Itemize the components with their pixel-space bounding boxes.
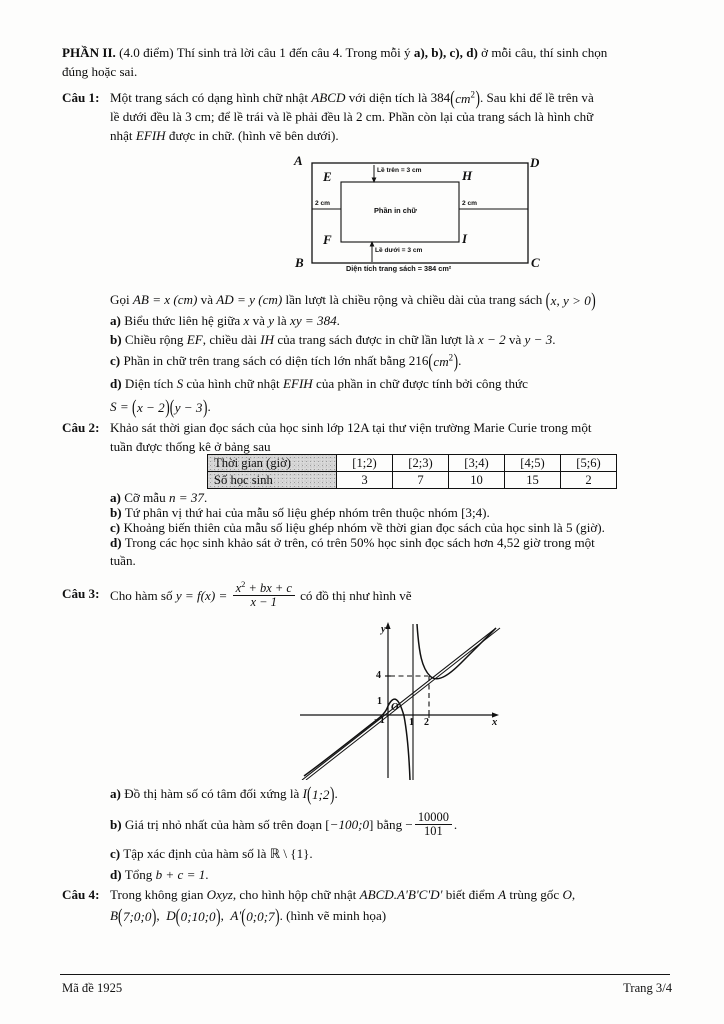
q1-goi-condition: ( x, y > 0 )	[546, 292, 596, 311]
question-2-label: Câu 2:	[62, 420, 100, 435]
vertex-label-D: D	[530, 155, 540, 170]
question-4-line2: B ( 7;0;0 ) , D ( 0;10;0 ) , A' ( 0;0;7 ) . (hình vẽ minh họa)	[110, 907, 676, 926]
q1-b-ef: EF	[186, 332, 203, 347]
q1-a-mid: và	[249, 313, 269, 328]
q4-B: B	[110, 908, 118, 923]
question-3-label: Câu 3:	[62, 586, 100, 601]
q3-item-c-tag: c)	[110, 846, 121, 861]
inner-text-label: Phần in chữ	[374, 206, 417, 215]
vertex-label-H: H	[462, 168, 473, 183]
q2-a-end: .	[203, 490, 208, 505]
table-cell-interval: [4;5)	[505, 455, 561, 472]
x-tick-label-minus-1: −1	[374, 715, 385, 726]
q3-c-text: Tập xác định của hàm số là	[120, 846, 270, 861]
q4-post: biết điểm	[442, 887, 499, 902]
frequency-table	[207, 454, 617, 489]
q1-a-post: là	[274, 313, 291, 328]
question-1-intro	[110, 89, 675, 145]
q1-c-value: 216	[408, 353, 429, 368]
q1-c-end: .	[458, 353, 462, 368]
q3-a-text: Đồ thị hàm số có tâm đối xứng là	[120, 786, 303, 801]
table-cell-interval: [1;2)	[337, 455, 393, 472]
question-4-line1	[110, 886, 676, 905]
q1-a-y: y	[268, 313, 275, 328]
q1-a-x: x	[243, 313, 250, 328]
q2-item-d-tag: d)	[110, 535, 122, 550]
y-tick-label-1: 1	[377, 696, 382, 707]
q4-D-coords: ( 0;10;0 )	[176, 908, 221, 927]
q1-goi-ab: AB = x (cm)	[132, 292, 198, 307]
q4-note: . (hình vẽ minh họa)	[279, 908, 387, 923]
q2-item-d-cont	[110, 552, 676, 571]
bottom-margin-text: Lề dưới = 3 cm	[375, 247, 423, 254]
part-label: PHẦN II.	[62, 45, 116, 60]
q3-item-d-tag: d)	[110, 867, 122, 882]
q3-item-b-tag: b)	[110, 816, 122, 832]
x-tick-label-2: 2	[424, 717, 429, 728]
table-cell-interval: [5;6)	[561, 455, 617, 472]
q3-fraction	[233, 578, 295, 610]
q1-item-d	[110, 375, 676, 394]
figure-function-graph	[296, 608, 506, 780]
q3-b-mid: bằng	[373, 816, 406, 832]
q2-b-text: Tứ phân vị thứ hai của mẫu số liệu ghép nhóm trên thuộc nhóm [3;4).	[121, 505, 490, 520]
q1-item-a-tag: a)	[110, 313, 121, 328]
q1-a-end: .	[336, 313, 340, 328]
q3-a-end: .	[334, 786, 338, 801]
q1-line1-post: . Sau khi để lề trên và	[479, 90, 594, 105]
q4-pre: Trong không gian	[110, 887, 207, 902]
table-row-time	[208, 455, 617, 472]
curve-right-branch	[417, 624, 496, 679]
q2-item-b-tag: b)	[110, 505, 122, 520]
q1-c-unit: ( $cm^2$ )	[428, 353, 458, 372]
figure-caption: Diện tích trang sách = 384 cm²	[346, 264, 452, 273]
q1-efih: EFIH	[135, 127, 166, 143]
q3-fraction-numerator: $x^2$ + bx + c	[235, 578, 292, 595]
right-margin-text: 2 cm	[462, 200, 478, 207]
q1-b-end: .	[552, 332, 556, 347]
table-cell-interval: [2;3)	[393, 455, 449, 472]
row-header-count: Số học sinh	[208, 472, 337, 489]
q3-item-a-tag: a)	[110, 786, 121, 801]
q2-item-a-tag: a)	[110, 490, 121, 505]
q3-d-eq: b + c = 1	[155, 867, 206, 882]
q1-item-d-tag: d)	[110, 376, 122, 391]
table-cell-count: 3	[337, 472, 393, 489]
q3-b-fraction-numerator: 10000	[417, 809, 449, 824]
q1-abcd: ABCD	[311, 90, 346, 105]
q1-goi-line	[110, 291, 676, 310]
q2-a-text: Cỡ mẫu	[120, 490, 169, 505]
q4-A-prime: A'	[230, 908, 242, 923]
q1-b-pre: Chiều rộng	[121, 332, 187, 347]
q1-d-formula-s: S =	[110, 399, 132, 414]
q2-item-d	[110, 534, 676, 553]
vertex-label-F: F	[323, 232, 332, 247]
q4-oxyz: Oxyz	[206, 887, 233, 902]
q3-c-end: .	[309, 846, 313, 861]
q3-a-point: I	[302, 786, 307, 801]
q3-c-set: ℝ \ {1}	[269, 846, 310, 861]
q1-item-b	[110, 331, 676, 350]
y-axis-arrow	[385, 622, 390, 629]
q3-item-b	[110, 809, 676, 840]
q3-b-end: .	[453, 816, 458, 832]
footer-rule	[60, 974, 670, 975]
q4-D: D	[166, 908, 176, 923]
question-3-intro	[110, 578, 676, 611]
q1-line1-pre: Một trang sách có dạng hình chữ nhật	[110, 90, 312, 105]
vertex-label-I: I	[462, 231, 468, 246]
q1-d-factor-2: ( y − 3 )	[170, 399, 208, 418]
table-cell-interval: [3;4)	[449, 455, 505, 472]
table-cell-count: 7	[393, 472, 449, 489]
part-header-line1-tail: ở mỗi câu, thí sinh chọn	[477, 45, 608, 60]
table-row-count	[208, 472, 617, 489]
q1-b-and: và	[505, 332, 525, 347]
q1-d-text: Diện tích	[121, 376, 177, 391]
q1-item-d-formula	[110, 398, 676, 417]
left-margin-text: 2 cm	[315, 200, 331, 207]
q1-b-mid: , chiều dài	[202, 332, 261, 347]
question-4-label: Câu 4:	[62, 887, 100, 902]
top-margin-text: Lề trên = 3 cm	[377, 167, 422, 174]
q1-a-eq: xy = 384	[290, 313, 337, 328]
q3-b-interval: [−100;0]	[325, 816, 374, 832]
q1-b-v2: y − 3	[524, 332, 553, 347]
q2-a-eq: n = 37	[168, 490, 204, 505]
exam-code: Mã đề 1925	[62, 981, 123, 995]
q2-line1: Khảo sát thời gian đọc sách của học sinh lớp 12A tại thư viện trường Marie Curie trong một	[110, 420, 592, 435]
q1-c-text: Phần in chữ trên trang sách có diện tích lớn nhất bằng	[120, 353, 409, 368]
q1-goi-ad: AD = y (cm)	[216, 292, 283, 307]
q4-comma: ,	[571, 887, 576, 902]
q1-goi-pre: Gọi	[110, 292, 133, 307]
q2-d-text-cont: tuần.	[110, 553, 136, 568]
q1-goi-mid: và	[197, 292, 217, 307]
vertex-label-B: B	[295, 255, 304, 270]
q1-area-unit: ( $cm^2$ )	[450, 90, 480, 109]
q1-b-post: của trang sách được in chữ lần lượt là	[274, 332, 478, 347]
q1-area: 384	[430, 90, 451, 105]
q1-line3-pre: nhật	[110, 127, 136, 143]
q1-line1-mid: với diện tích là	[345, 90, 431, 105]
q4-origin: O	[562, 887, 572, 902]
q1-item-a	[110, 312, 676, 331]
part-header-line2: đúng hoặc sai.	[62, 63, 138, 79]
q1-a-pre: Biểu thức liên hệ giữa	[120, 313, 244, 328]
q4-box: ABCD.A'B'C'D'	[359, 887, 443, 902]
origin-label: O	[391, 702, 399, 713]
q1-d-factor-1: ( x − 2 )	[132, 399, 170, 418]
q3-post: có đồ thị như hình vẽ	[296, 587, 412, 603]
q1-item-b-tag: b)	[110, 332, 122, 347]
q3-b-fraction-denominator: 101	[415, 824, 452, 838]
q1-d-s: S	[176, 376, 184, 391]
question-1-label: Câu 1:	[62, 90, 100, 105]
q3-fraction-denominator: x − 1	[233, 595, 295, 609]
table-cell-count: 15	[505, 472, 561, 489]
q1-d-formula-end: .	[207, 399, 211, 414]
q2-item-c-tag: c)	[110, 520, 121, 535]
question-2-intro	[110, 419, 676, 456]
q3-d-text: Tổng	[121, 867, 156, 882]
table-cell-count: 10	[449, 472, 505, 489]
q1-item-c	[110, 352, 676, 371]
part-header-line1: (4.0 điểm) Thí sinh trả lời câu 1 đến câu 4. Trong mỗi ý	[115, 45, 414, 60]
q4-point-A: A	[498, 887, 507, 902]
q4-mid: , cho hình hộp chữ nhật	[232, 887, 360, 902]
page-number: Trang 3/4	[623, 981, 672, 995]
vertex-label-A: A	[294, 153, 303, 168]
part-header-items: a), b), c), d)	[413, 45, 478, 60]
q3-a-coords: ( 1;2 )	[307, 786, 334, 805]
vertex-label-C: C	[531, 255, 540, 270]
q2-d-text: Trong các học sinh khảo sát ở trên, có trên 50% học sinh đọc sách hơn 4,52 giờ trong một	[121, 535, 595, 550]
table-cell-count: 2	[561, 472, 617, 489]
q3-b-text: Giá trị nhỏ nhất của hàm số trên đoạn	[121, 816, 326, 832]
q1-line3-post: được in chữ. (hình vẽ bên dưới).	[165, 127, 339, 143]
x-axis-label: x	[492, 717, 498, 728]
q1-d-post: của phần in chữ được tính bởi công thức	[312, 376, 528, 391]
q3-pre: Cho hàm số	[110, 587, 176, 603]
figure-page-rectangle	[286, 152, 570, 277]
q1-d-mid: của hình chữ nhật	[183, 376, 283, 391]
q1-d-efih: EFIH	[282, 376, 313, 391]
q4-post2: trùng gốc	[506, 887, 563, 902]
x-tick-label-1: 1	[409, 717, 414, 728]
q1-b-v1: x − 2	[477, 332, 506, 347]
y-tick-label-4: 4	[376, 670, 381, 681]
oblique-asymptote-shadow	[306, 628, 500, 780]
q1-line2: lề dưới đều là 3 cm; để lề trái và lề phải đều là 2 cm. Phần còn lại của trang sách là hình chữ	[110, 109, 594, 125]
q3-d-end: .	[205, 867, 209, 882]
q3-b-minus: −	[405, 816, 413, 832]
q2-c-text: Khoảng biến thiên của mẫu số liệu ghép nhóm về thời gian đọc sách của học sinh là 5 (giờ).	[120, 520, 605, 535]
row-header-time: Thời gian (giờ)	[208, 455, 337, 472]
q3-item-c	[110, 845, 676, 864]
q3-item-d	[110, 866, 676, 885]
part-header	[62, 44, 674, 81]
q3-function: y = f(x) =	[175, 587, 231, 603]
q1-goi-post: lần lượt là chiều rộng và chiều dài của trang sách	[282, 292, 546, 307]
q1-b-ih: IH	[260, 332, 275, 347]
y-axis-label: y	[381, 624, 386, 635]
figure-2-svg	[296, 608, 506, 780]
q3-item-a	[110, 785, 676, 804]
vertex-label-E: E	[323, 169, 332, 184]
q2-line2: tuần được thống kê ở bảng sau	[110, 438, 271, 454]
q4-A-prime-coords: ( 0;0;7 )	[241, 908, 279, 927]
q3-b-fraction	[415, 811, 452, 839]
q1-item-c-tag: c)	[110, 353, 121, 368]
q4-B-coords: ( 7;0;0 )	[118, 908, 156, 927]
